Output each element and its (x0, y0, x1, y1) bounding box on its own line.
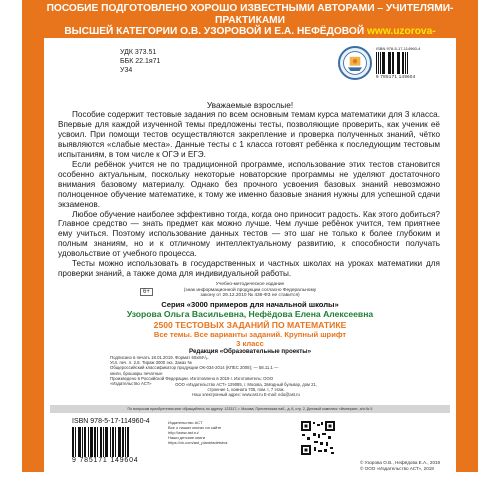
barcode-icon (72, 427, 160, 457)
top-banner (44, 0, 456, 38)
publisher-info (56, 382, 436, 397)
barcode-icon (376, 52, 426, 74)
edition-note-1: (знак информационной продукции согласно Федеральному (183, 287, 317, 293)
publisher-line: ООО «Издательство АСТ» 129085, г. Москва, Звёздный бульвар, дом 21, (175, 382, 317, 387)
edition-type: Учебно-методическое издание (215, 282, 285, 287)
web-link-line: Все о наших книгах на сайте (168, 425, 222, 430)
print-info-line: Общероссийский классификатор продукции ОК-034-2014 (КПЕС 2008); — 58.11.1 — книги, брошюры печатные (110, 365, 279, 376)
web-link-line: Издательство АСТ (168, 420, 203, 425)
frame-left (22, 0, 44, 472)
redaction-label: Редакция «Образовательные проекты» (188, 347, 312, 355)
web-links (168, 420, 298, 445)
qr-code-icon (300, 420, 336, 456)
paragraph: Если ребёнок учится не по традиционной программе, использование этих тестов становится особенно актуальным, поскольку некоторые новаторские программы не уделяют достаточного внимания базовому материалу. Однако без прочного усвоения базовых знаний невозможно полноценное обучение математике, к тому же именно базовые знания нужны для успешной сдачи экзаменов. (58, 159, 440, 209)
book-subtitle: Все темы. Все варианты заданий. Крупный шрифт (153, 329, 347, 339)
copyright-line: © ООО «Издательство АСТ», 2019 (360, 465, 434, 471)
isbn-bottom-block (72, 418, 160, 464)
copyright-block (360, 460, 460, 472)
publisher-line: Наш электронный адрес: www.ast.ru E-mail: edu@ast.ru (192, 392, 300, 397)
udk-code: УДК 373.51 (120, 49, 157, 56)
isbn-bottom-label: ISBN 978-5-17-114960-4 (72, 418, 150, 425)
isbn-top-label: ISBN 978-5-17-114960-4 (376, 46, 421, 51)
web-link-line: https://vk.com/ast_planetadetstva (168, 440, 228, 445)
copyright-line: © Узорова О.В., Нефёдова Е.А., 2019 (360, 460, 441, 465)
paragraph: Тесты можно использовать в государственных и частных школах на уроках математики для проверки знаний, а также дома для индивидуальной работы. (58, 259, 440, 279)
classification-block (120, 48, 160, 75)
isbn-top-digits: 9 785171 149604 (376, 74, 416, 79)
grade-label: 3 класс (236, 338, 264, 348)
edition-note-2: закону от 29.12.2010 № 436-ФЗ не ставится) (200, 293, 300, 298)
authors: Узорова Ольга Васильевна, Нефёдова Елена Алексеевна (126, 308, 374, 319)
greeting-heading: Уважаемые взрослые! (206, 100, 294, 110)
frame-right (456, 0, 478, 472)
paragraph: Пособие содержит тестовые задания по всем основным темам курса математики для 3 класса. Впервые для каждой изученной темы предложены тесты, позволяющие проверить, как ученик её усвоил. При помощи тестов осуществляются закрепление и проверка полученных знаний, чётко выявляются «слабые места». Данные тесты с 1 класса готовят ребёнка к последующим тестовым испытаниям, в том числе к ОГЭ и ЕГЭ. (58, 110, 440, 159)
isbn-bottom-digits: 9 785171 149604 (72, 457, 139, 464)
web-link-line: Наши детские книги (168, 435, 206, 440)
paragraph: Любое обучение наиболее эффективно тогда, когда оно приносит радость. Как этого добиться? Главное средство — знать предмет как можно лучше. Чем лучше ребёнок учится, тем приятнее ему учиться. Поэтому использование данных тестов — это шаг не только к более глубоким и полным знаниям, но и к отличному интеллектуальному развитию, к способности получать удовольствие от учебного процесса. (58, 209, 440, 259)
age-rating-badge: 6+ (140, 288, 153, 296)
logo-educational-projects-icon (338, 46, 372, 80)
banner-line-1: ПОСОБИЕ ПОДГОТОВЛЕНО ХОРОШО ИЗВЕСТНЫМИ АВТОРАМИ – УЧИТЕЛЯМИ-ПРАКТИКАМИ (46, 3, 454, 26)
annotation-text (58, 110, 440, 279)
edition-block (0, 282, 500, 356)
print-info-line: Усл. печ. л. 2,8. Тираж 3000 экз. Заказ № (110, 360, 192, 366)
distributor-bar: По вопросам приобретения книг обращайтесь по адресу: 123317, г. Москва, Пресненская наб., д. 6, стр. 2, Деловой комплекс «Империя», а/я № 5 (50, 405, 450, 413)
web-link-line: http://www.ast.ru/ (168, 430, 199, 435)
publisher-line: строение 1, комната 705, пом. I, 7 этаж. (207, 387, 285, 392)
bottom-margin (0, 472, 500, 500)
isbn-top-block (376, 46, 426, 84)
print-info-line: Подписано в печать 18.01.2019. Формат 60х84¹/₈. (110, 355, 209, 360)
banner-line-2-text: ВЫСШЕЙ КАТЕГОРИИ О.В. УЗОРОВОЙ И Е.А. НЕФЁДОВОЙ (64, 26, 365, 37)
banner-url: www.uzorova- (366, 26, 436, 37)
author-mark: У34 (120, 67, 133, 74)
print-info-line: Произведено в Российской Федерации. Изготовлено в 2019 г. Изготовитель: ООО «Издательство АСТ» (110, 375, 274, 387)
bbk-code: ББК 22.1я71 (120, 58, 161, 65)
book-title: 2500 ТЕСТОВЫХ ЗАДАНИЙ ПО МАТЕМАТИКЕ (153, 319, 347, 330)
series-name: Серия «3000 примеров для начальной школы» (161, 299, 339, 309)
